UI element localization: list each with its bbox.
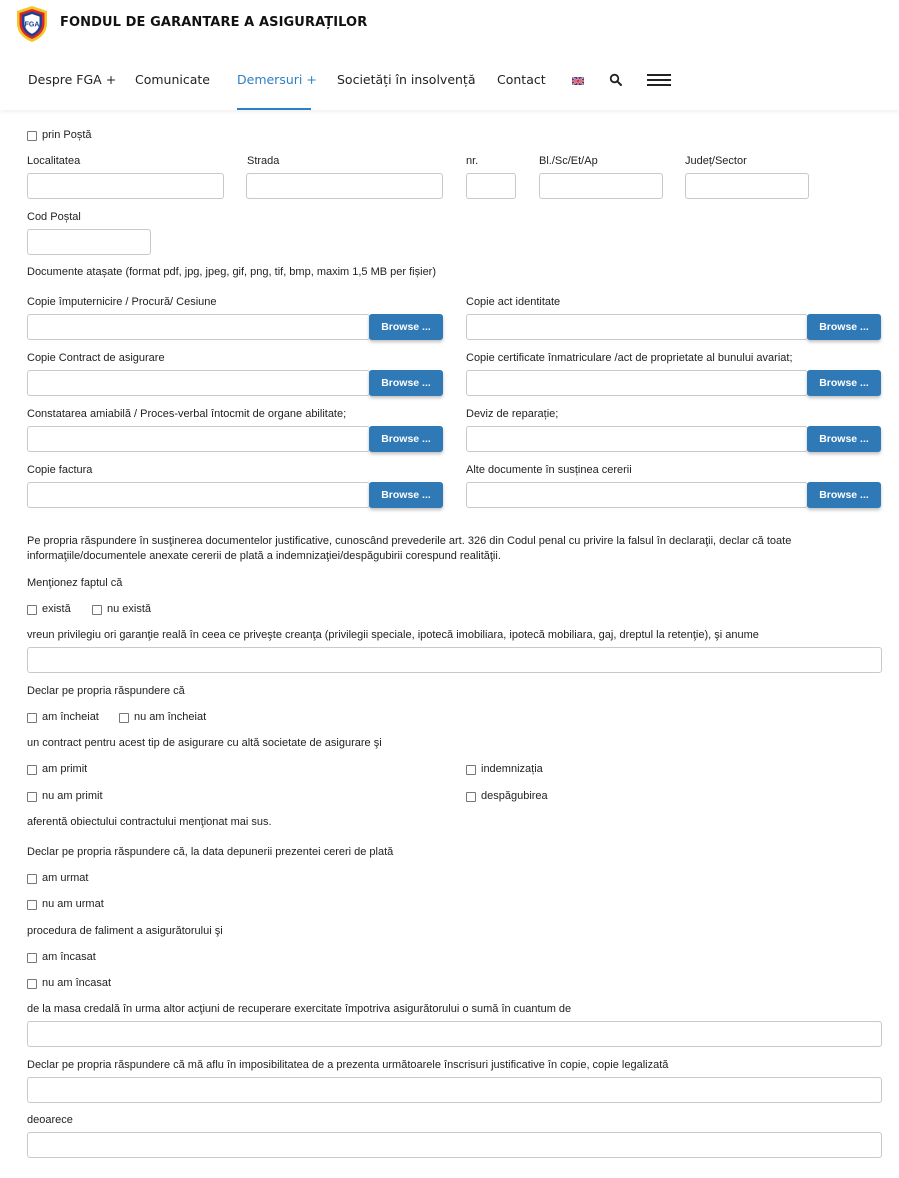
upload-label-invoice: Copie factura bbox=[27, 464, 93, 476]
because-input[interactable] bbox=[27, 1132, 882, 1158]
not-concluded-checkbox[interactable] bbox=[119, 713, 129, 723]
street-input[interactable] bbox=[246, 173, 443, 199]
post-checkbox-label: prin Poștă bbox=[42, 129, 92, 141]
cashed-label: am încasat bbox=[42, 951, 96, 963]
upload-field-authorization[interactable] bbox=[27, 314, 370, 340]
concluded-checkbox[interactable] bbox=[27, 713, 37, 723]
nav-comunicate[interactable]: Comunicate bbox=[135, 72, 210, 87]
privilege-label: vreun privilegiu ori garanţie reală în ceea ce priveşte creanţa (privilegii speciale, ipotecă imobiliara, ipotecă mobiliara, gaj, dreptul la retenţie), şi anume bbox=[27, 629, 759, 641]
not-concluded-label: nu am încheiat bbox=[134, 711, 207, 723]
number-input[interactable] bbox=[466, 173, 516, 199]
not-followed-checkbox[interactable] bbox=[27, 900, 37, 910]
browse-button-registration[interactable]: Browse ... bbox=[807, 370, 881, 396]
browse-button-report[interactable]: Browse ... bbox=[369, 426, 443, 452]
upload-field-identity[interactable] bbox=[466, 314, 808, 340]
exists-checkbox[interactable] bbox=[27, 605, 37, 615]
post-checkbox[interactable] bbox=[27, 131, 37, 141]
documents-heading: Documente atașate (format pdf, jpg, jpeg, gif, png, tif, bmp, maxim 1,5 MB per fișier) bbox=[27, 266, 437, 278]
nav-demersuri[interactable]: Demersuri + bbox=[237, 72, 317, 87]
postal-code-input[interactable] bbox=[27, 229, 151, 255]
privilege-input[interactable] bbox=[27, 647, 882, 673]
received-checkbox[interactable] bbox=[27, 765, 37, 775]
upload-field-other[interactable] bbox=[466, 482, 808, 508]
not-followed-label: nu am urmat bbox=[42, 898, 104, 910]
received-label: am primit bbox=[42, 763, 88, 775]
not-cashed-label: nu am încasat bbox=[42, 977, 112, 989]
not-exists-checkbox[interactable] bbox=[92, 605, 102, 615]
indemnity-label: indemnizația bbox=[481, 763, 543, 775]
concluded-label: am încheiat bbox=[42, 711, 99, 723]
postal-code-label: Cod Poștal bbox=[27, 211, 81, 223]
amount-input[interactable] bbox=[27, 1021, 882, 1047]
followed-checkbox[interactable] bbox=[27, 874, 37, 884]
impossibility-input[interactable] bbox=[27, 1077, 882, 1103]
declare-concluded-label: Declar pe propria răspundere că bbox=[27, 685, 185, 697]
block-label: Bl./Sc/Et/Ap bbox=[539, 155, 598, 167]
browse-button-authorization[interactable]: Browse ... bbox=[369, 314, 443, 340]
browse-button-estimate[interactable]: Browse ... bbox=[807, 426, 881, 452]
nav-societati-insolventa[interactable]: Societăți în insolvență bbox=[337, 72, 476, 87]
browse-button-invoice[interactable]: Browse ... bbox=[369, 482, 443, 508]
street-label: Strada bbox=[247, 155, 280, 167]
site-title[interactable]: FONDUL DE GARANTARE A ASIGURAȚILOR bbox=[60, 15, 368, 30]
because-label: deoarece bbox=[27, 1114, 73, 1126]
nav-despre-fga[interactable]: Despre FGA + bbox=[28, 72, 117, 87]
hamburger-menu-icon[interactable] bbox=[647, 74, 671, 86]
active-nav-indicator bbox=[237, 108, 311, 110]
fga-logo-icon[interactable] bbox=[15, 5, 49, 43]
cashed-checkbox[interactable] bbox=[27, 953, 37, 963]
nav-contact[interactable]: Contact bbox=[497, 72, 546, 87]
county-label: Județ/Sector bbox=[685, 155, 747, 167]
declaration-text: Pe propria răspundere în susţinerea documentelor justificative, cunoscând prevederile art. 326 din Codul penal cu privire la falsul în declaraţii, declar că toate informaţiile/documentele anexate cererii de plată a indemnizaţiei/despăgubirii corespund realităţii. bbox=[27, 535, 792, 562]
browse-button-contract[interactable]: Browse ... bbox=[369, 370, 443, 396]
upload-field-report[interactable] bbox=[27, 426, 370, 452]
followed-label: am urmat bbox=[42, 872, 89, 884]
upload-label-registration: Copie certificate înmatriculare /act de proprietate al bunului avariat; bbox=[466, 352, 793, 364]
search-icon[interactable] bbox=[609, 73, 623, 87]
mention-label: Menţionez faptul că bbox=[27, 577, 123, 589]
county-input[interactable] bbox=[685, 173, 809, 199]
upload-label-contract: Copie Contract de asigurare bbox=[27, 352, 165, 364]
upload-label-report: Constatarea amiabilă / Proces-verbal întocmit de organe abilitate; bbox=[27, 408, 347, 420]
upload-field-estimate[interactable] bbox=[466, 426, 808, 452]
indemnity-checkbox[interactable] bbox=[466, 765, 476, 775]
not-received-label: nu am primit bbox=[42, 790, 103, 802]
not-cashed-checkbox[interactable] bbox=[27, 979, 37, 989]
upload-label-authorization: Copie împuternicire / Procură/ Cesiune bbox=[27, 296, 217, 308]
compensation-label: despăgubirea bbox=[481, 790, 548, 802]
uk-flag-icon[interactable] bbox=[572, 77, 584, 85]
upload-label-identity: Copie act identitate bbox=[466, 296, 561, 308]
contract-label: un contract pentru acest tip de asigurare cu altă societate de asigurare şi bbox=[27, 737, 382, 749]
city-input[interactable] bbox=[27, 173, 224, 199]
upload-label-estimate: Deviz de reparație; bbox=[466, 408, 559, 420]
browse-button-other[interactable]: Browse ... bbox=[807, 482, 881, 508]
exists-label: există bbox=[42, 603, 71, 615]
upload-field-contract[interactable] bbox=[27, 370, 370, 396]
site-header bbox=[0, 0, 899, 110]
related-label: aferentă obiectului contractului menţionat mai sus. bbox=[27, 816, 272, 828]
compensation-checkbox[interactable] bbox=[466, 792, 476, 802]
bankruptcy-label: procedura de faliment a asigurătorului şi bbox=[27, 925, 223, 937]
upload-label-other: Alte documente în susținea cererii bbox=[466, 464, 632, 476]
upload-field-registration[interactable] bbox=[466, 370, 808, 396]
city-label: Localitatea bbox=[27, 155, 81, 167]
block-input[interactable] bbox=[539, 173, 663, 199]
not-exists-label: nu există bbox=[107, 603, 152, 615]
not-received-checkbox[interactable] bbox=[27, 792, 37, 802]
upload-field-invoice[interactable] bbox=[27, 482, 370, 508]
svg-text:FGA: FGA bbox=[24, 21, 40, 29]
declare-followed-label: Declar pe propria răspundere că, la data depunerii prezentei cereri de plată bbox=[27, 846, 394, 858]
browse-button-identity[interactable]: Browse ... bbox=[807, 314, 881, 340]
number-label: nr. bbox=[466, 155, 479, 167]
amount-label: de la masa credală în urma altor acţiuni de recuperare exercitate împotriva asigurătorului o sumă în cuantum de bbox=[27, 1003, 572, 1015]
impossibility-label: Declar pe propria răspundere că mă aflu în imposibilitatea de a prezenta următoarele înscrisuri justificative în copie, copie legalizată bbox=[27, 1059, 669, 1071]
